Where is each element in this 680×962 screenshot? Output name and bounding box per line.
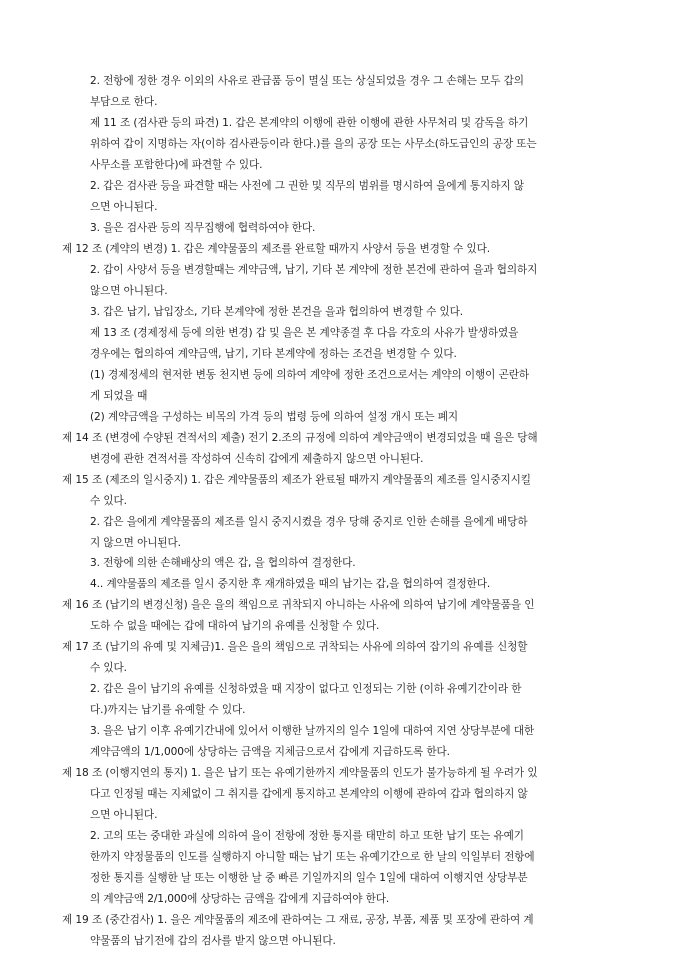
article-11-heading: 제 11 조 (검사관 등의 파견) 1. 갑은 본계약의 이행에 관한 이행에 관한 사무처리 및 감독을 하기 <box>90 117 529 129</box>
text-line: 2. 갑이 사양서 등을 변경할때는 계약금액, 납기, 기타 본 계약에 정한 본건에 관하여 을과 협의하지 <box>90 263 538 276</box>
article-15-heading: 제 15 조 (제조의 일시중지) 1. 갑은 계약물품의 제조가 완료될 때까지 계약물품의 제조를 일시중지시킬 <box>62 473 531 486</box>
text-line: 변경에 관한 견적서를 작성하여 신속히 갑에게 제출하지 않으면 아니된다. <box>90 452 424 465</box>
article-12-heading: 제 12 조 (계약의 변경) 1. 갑은 계약물품의 제조를 완료할 때까지 사양서 등을 변경할 수 있다. <box>62 242 491 255</box>
text-line: 부담으로 한다. <box>90 96 158 108</box>
article-17-heading: 제 17 조 (납기의 유예 및 지체금)1. 을은 을의 책임으로 귀착되는 사유에 의하여 잡기의 유예를 신청할 <box>62 641 528 654</box>
text-line: 2. 갑은 을이 납기의 유예를 신청하였을 때 지장이 없다고 인정되는 기한 (이하 유예기간이라 한 <box>90 683 522 696</box>
text-line: (2) 계약금액을 구성하는 비목의 가격 등의 법령 등에 의하여 설정 개시 또는 폐지 <box>90 410 459 423</box>
article-19-heading: 제 19 조 (중간검사) 1. 을은 계약물품의 제조에 관하여는 그 재료, 공장, 부품, 제품 및 포장에 관하여 계 <box>62 914 534 926</box>
article-14-heading: 제 14 조 (변경에 수양된 견적서의 제출) 전기 2.조의 규정에 의하여 계약금액이 변경되었을 때 을은 당해 <box>62 431 538 444</box>
text-line: 않으면 아니된다. <box>90 284 168 297</box>
text-line: 지 않으면 아니된다. <box>90 536 181 549</box>
text-line: 계약금액의 1/1,000에 상당하는 금액을 지체금으로서 갑에게 지급하도록 한다. <box>90 746 450 759</box>
text-line: 3. 을은 검사관 등의 직무집행에 협력하여야 한다. <box>90 221 316 234</box>
text-line: 2. 고의 또는 중대한 과실에 의하여 을이 전항에 정한 통지를 태만히 하고 또한 납기 또는 유예기 <box>90 830 524 843</box>
text-line: 3. 갑은 납기, 납입장소, 기타 본계약에 정한 본건을 을과 협의하여 변경할 수 있다. <box>90 305 464 318</box>
text-line: 다고 인정될 때는 지체없이 그 취지를 갑에게 통지하고 본계약의 이행에 관하여 갑과 협의하지 않 <box>90 788 528 801</box>
text-line: 2. 갑은 을에게 계약물품의 제조를 일시 중지시켰을 경우 당해 중지로 인한 손해를 을에게 배당하 <box>90 515 528 528</box>
text-line: 게 되었을 때 <box>90 389 148 402</box>
text-line: 사무소를 포함한다)에 파견할 수 있다. <box>90 158 263 171</box>
text-line: 으면 아니된다. <box>90 200 158 213</box>
text-line: 정한 통지를 실행한 날 또는 이행한 날 중 빠른 기일까지의 일수 1일에 대하여 이행지연 상당부분 <box>90 872 528 885</box>
text-line: 한까지 약정물품의 인도를 실행하지 아니할 때는 납기 또는 유예기간으로 한 날의 익일부터 전항에 <box>90 851 535 864</box>
text-line: 경우에는 협의하여 계약금액, 납기, 기타 본계약에 정하는 조건을 변경할 수 있다. <box>90 347 457 360</box>
text-line: 약물품의 납기전에 갑의 검사를 받지 않으면 아니된다. <box>90 935 336 947</box>
text-line: 수 있다. <box>90 662 127 675</box>
article-13-heading: 제 13 조 (경제정세 등에 의한 변경) 갑 및 을은 본 계약종결 후 다음 각호의 사유가 발생하였을 <box>90 326 519 339</box>
article-18-heading: 제 18 조 (이행지연의 통지) 1. 을은 납기 또는 유예기한까지 계약물품의 인도가 불가능하게 될 우려가 있 <box>62 767 538 780</box>
text-line: 도하 수 없을 때에는 갑에 대하여 납기의 유예를 신청할 수 있다. <box>90 620 380 633</box>
text-line: 다.)까지는 납기를 유예할 수 있다. <box>90 704 246 717</box>
text-line: 3. 전항에 의한 손해배상의 액은 갑, 을 협의하여 결정한다. <box>90 557 356 570</box>
text-line: 수 있다. <box>90 494 127 507</box>
text-line: 위하여 갑이 지명하는 자(이하 검사관등이라 한다.)를 을의 공장 또는 사무소(하도급인의 공장 또는 <box>90 137 537 150</box>
text-line: (1) 경제정세의 현저한 변동 천지변 등에 의하여 계약에 정한 조건으로서는 계약의 이행이 곤란하 <box>90 368 529 381</box>
text-line: 3. 을은 납기 이후 유예기간내에 있어서 이행한 날까지의 일수 1일에 대하여 지연 상당부분에 대한 <box>90 725 535 738</box>
article-16-heading: 제 16 조 (납기의 변경신청) 을은 을의 책임으로 귀착되지 아니하는 사유에 의하여 납기에 계약물품을 인 <box>62 599 535 612</box>
text-line: 2. 갑은 검사관 등을 파견할 때는 사전에 그 권한 및 직무의 범위를 명시하여 을에게 통지하지 않 <box>90 179 524 192</box>
text-line: 2. 전항에 정한 경우 이외의 사유로 관급품 등이 멸실 또는 상실되었을 경우 그 손해는 모두 갑의 <box>90 75 524 87</box>
text-line: 4.. 계약물품의 제조를 일시 중지한 후 재개하였을 때의 납기는 갑,을 협의하여 결정한다. <box>90 578 491 591</box>
text-line: 의 계약금액 2/1,000에 상당하는 금액을 갑에게 지급하여야 한다. <box>90 893 390 905</box>
text-line: 으면 아니된다. <box>90 809 158 822</box>
